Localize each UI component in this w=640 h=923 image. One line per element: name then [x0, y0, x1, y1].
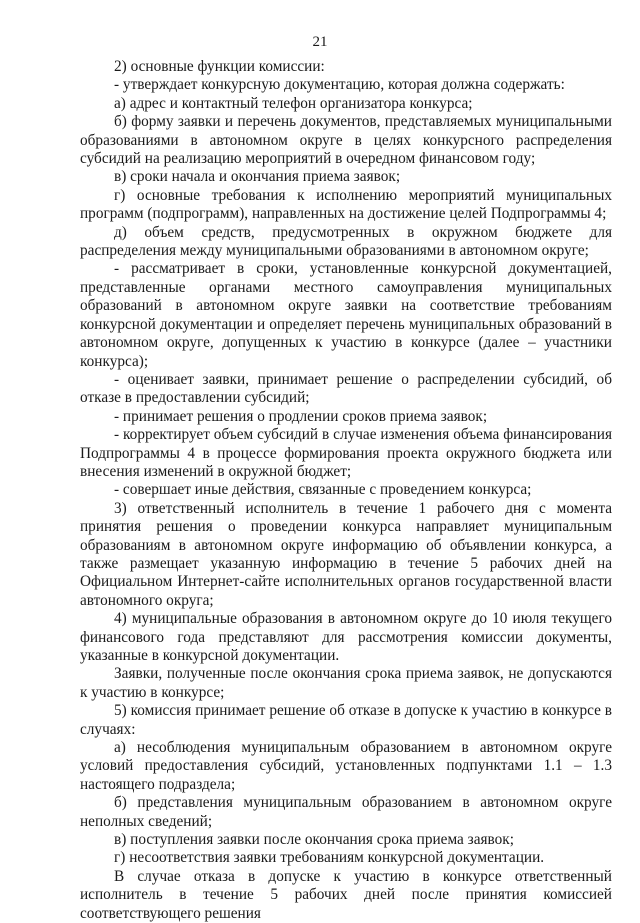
paragraph: Заявки, полученные после окончания срока приема заявок, не допускаются к участию в конкурсе;: [80, 665, 612, 701]
paragraph: д) объем средств, предусмотренных в окружном бюджете для распределения между муниципальными образованиями в автономном округе;: [80, 223, 612, 260]
paragraph: - принимает решения о продлении сроков приема заявок;: [114, 407, 488, 425]
paragraph: 3) ответственный исполнитель в течение 1 рабочего дня с момента принятия решения о проведении конкурса направляет муниципальным образованиям в автономном округе информацию об объявлении конкурса, а также размещает указанную информацию в течение 5 рабочих дней на Официальном Интернет-сайте исполнительных органов государственной власти автономного округа;: [80, 499, 612, 609]
paragraph: б) представления муниципальным образованием в автономном округе неполных сведений;: [80, 794, 612, 830]
paragraph: - утверждает конкурсную документацию, которая должна содержать:: [114, 76, 565, 94]
page-number: 21: [312, 34, 328, 50]
paragraph: - рассматривает в сроки, установленные конкурсной документацией, представленные органами местного самоуправления муниципальных образований в автономном округе заявки на соответствие требованиям конкурсной документации и определяет перечень муниципальных образований в автономном округе, допущенных к участию в конкурсе (далее – участники конкурса);: [80, 260, 612, 370]
paragraph: г) несоответствия заявки требованиям конкурсной документации.: [114, 849, 545, 867]
paragraph: в) сроки начала и окончания приема заявок;: [114, 168, 401, 186]
paragraph: В случае отказа в допуске к участию в конкурсе ответственный исполнитель в течение 5 рабочих дней после принятия комиссией соответствующего решения: [80, 867, 612, 922]
paragraph: 2) основные функции комиссии:: [114, 58, 325, 75]
paragraph: б) форму заявки и перечень документов, представляемых муниципальными образованиями в автономном округе в целях конкурсного распределения субсидий на реализацию мероприятий в очередном финансовом году;: [80, 113, 612, 168]
paragraph: 4) муниципальные образования в автономном округе до 10 июля текущего финансового года представляют для рассмотрения комиссии документы, указанные в конкурсной документации.: [80, 610, 612, 664]
paragraph: - оценивает заявки, принимает решение о распределении субсидий, об отказе в предоставлении субсидий;: [80, 370, 612, 407]
document-body: [80, 58, 612, 923]
paragraph: 5) комиссия принимает решение об отказе в допуске к участию в конкурсе в случаях:: [80, 702, 612, 738]
paragraph: а) несоблюдения муниципальным образованием в автономном округе условий предоставления субсидий, установленных подпунктами 1.1 – 1.3 настоящего подраздела;: [80, 739, 612, 793]
paragraph: в) поступления заявки после окончания срока приема заявок;: [114, 831, 514, 849]
paragraph: г) основные требования к исполнению мероприятий муниципальных программ (подпрограмм), направленных на достижение целей Подпрограммы 4;: [80, 186, 612, 223]
paragraph: - корректирует объем субсидий в случае изменения объема финансирования Подпрограммы 4 в процессе формирования проекта окружного бюджета или внесения изменений в окружной бюджет;: [80, 426, 612, 480]
paragraph: - совершает иные действия, связанные с проведением конкурса;: [114, 481, 532, 499]
paragraph: а) адрес и контактный телефон организатора конкурса;: [114, 94, 473, 112]
